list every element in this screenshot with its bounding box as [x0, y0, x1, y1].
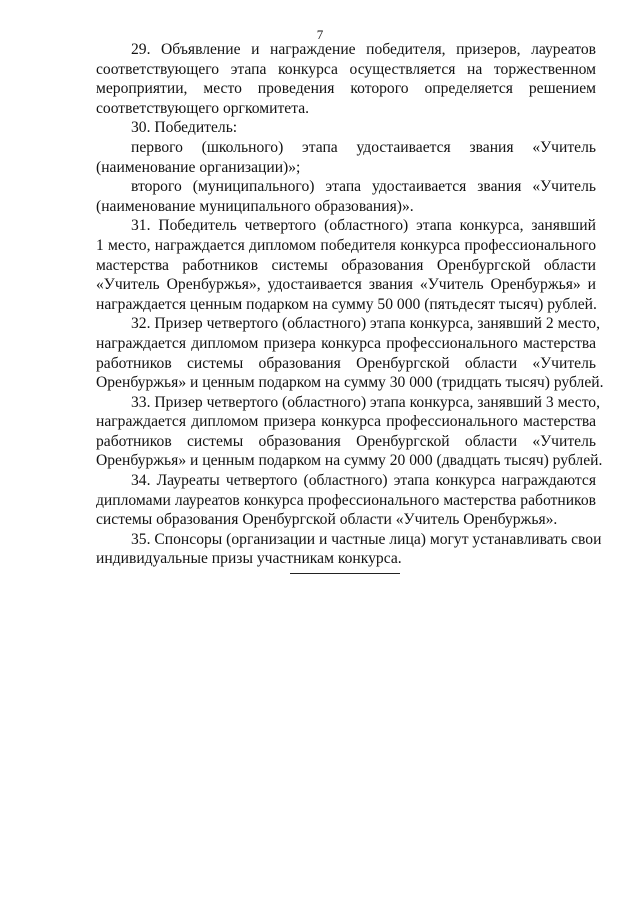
end-separator-line	[290, 573, 400, 574]
text-line: 29. Объявление и награждение победителя, призеров, лауреатов	[131, 41, 596, 58]
paragraph	[96, 471, 596, 530]
text-line: второго (муниципального) этапа удостаивается звания «Учитель	[131, 178, 596, 196]
document-body	[96, 40, 604, 569]
paragraph	[96, 118, 596, 138]
text-line: Оренбуржья» и ценным подарком на сумму 30 000 (тридцать тысяч) рублей.	[96, 374, 604, 392]
text-line: работников системы образования Оренбургской области «Учитель	[96, 432, 596, 450]
text-line: работников системы образования Оренбургской области «Учитель	[96, 354, 596, 372]
text-line: дипломами лауреатов конкурса профессионального мастерства работников	[96, 491, 596, 509]
text-line: (наименование организации)»;	[96, 158, 301, 176]
text-line: Оренбуржья» и ценным подарком на сумму 20 000 (двадцать тысяч) рублей.	[96, 452, 603, 470]
text-line: мастерства работников системы образования Оренбургской области	[96, 256, 596, 274]
text-line: 35. Спонсоры (организации и частные лица) могут устанавливать свои	[131, 530, 602, 548]
text-line: 33. Призер четвертого (областного) этапа конкурса, занявший 3 место,	[131, 393, 600, 411]
text-line: 34. Лауреаты четвертого (областного) этапа конкурса награждаются	[131, 472, 596, 490]
text-line: первого (школьного) этапа удостаивается звания «Учитель	[131, 138, 596, 156]
text-line: награждается дипломом призера конкурса профессионального мастерства	[96, 334, 596, 352]
text-line: 31. Победитель четвертого (областного) этапа конкурса, занявший	[131, 217, 596, 235]
text-line: награждается ценным подарком на сумму 50 000 (пятьдесят тысяч) рублей.	[96, 295, 597, 313]
text-line: награждается дипломом призера конкурса профессионального мастерства	[96, 413, 596, 431]
paragraph	[96, 530, 602, 569]
text-line: 30. Победитель:	[131, 119, 238, 137]
text-line: «Учитель Оренбуржья», удостаивается звания «Учитель Оренбуржья» и	[96, 276, 596, 294]
paragraph	[96, 40, 596, 118]
paragraph	[96, 138, 596, 177]
text-line: 1 место, награждается дипломом победителя конкурса профессионального	[96, 236, 596, 254]
paragraph	[96, 314, 604, 392]
page-number: 7	[316, 27, 324, 42]
text-line: индивидуальные призы участникам конкурса.	[96, 550, 402, 568]
text-line: соответствующего оргкомитета.	[96, 99, 310, 117]
paragraph	[96, 177, 596, 216]
paragraph	[96, 216, 596, 314]
text-line: системы образования Оренбургской области «Учитель Оренбуржья».	[96, 511, 558, 529]
text-line: мероприятии, место проведения которого определяется решением	[96, 80, 596, 98]
text-line: соответствующего этапа конкурса осуществляется на торжественном	[96, 60, 596, 78]
text-line: (наименование муниципального образования)».	[96, 197, 414, 215]
paragraph	[96, 393, 603, 471]
text-line: 32. Призер четвертого (областного) этапа конкурса, занявший 2 место,	[131, 315, 600, 333]
